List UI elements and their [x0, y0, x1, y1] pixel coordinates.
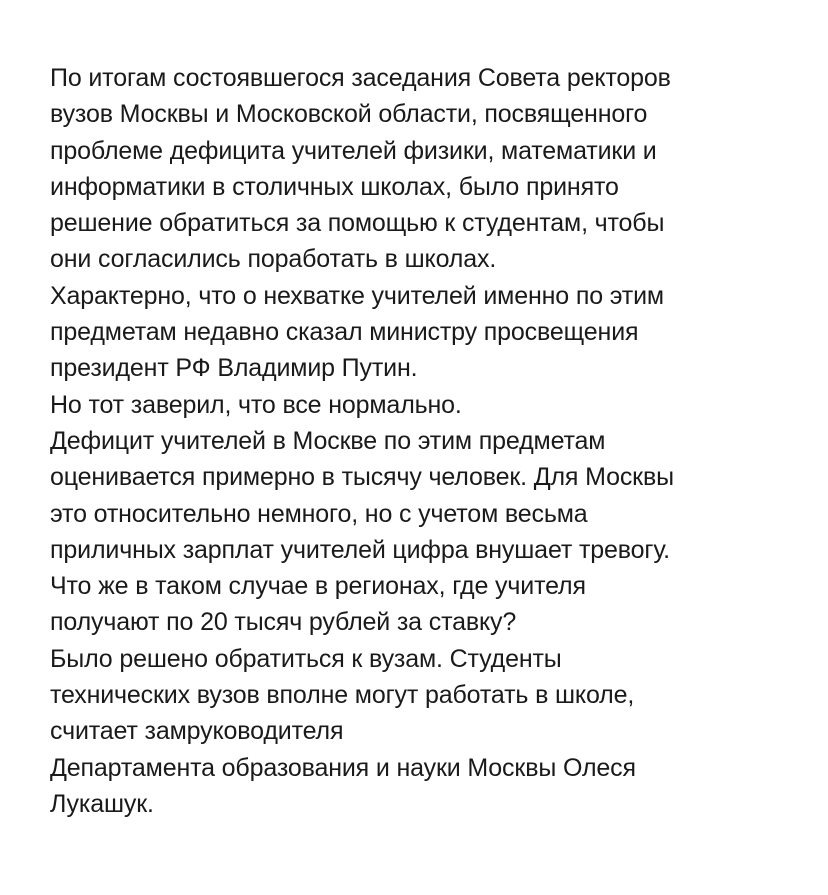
text-line: Дефицит учителей в Москве по этим предметам: [50, 426, 606, 455]
text-line: приличных зарплат учителей цифра внушает тревогу.: [50, 535, 670, 564]
text-line: предметам недавно сказал министру просвещения: [50, 318, 639, 347]
text-line: Лукашук.: [50, 789, 154, 818]
text-line: По итогам состоявшегося заседания Совета ректоров: [50, 64, 671, 92]
text-line: решение обратиться за помощью к студентам, чтобы: [50, 209, 665, 238]
text-line: президент РФ Владимир Путин.: [50, 354, 418, 383]
text-line: Что же в таком случае в регионах, где учителя: [50, 572, 586, 601]
text-line: Было решено обратиться к вузам. Студенты: [50, 644, 562, 673]
document-body: [50, 60, 820, 822]
text-line: Характерно, что о нехватке учителей именно по этим: [50, 281, 664, 310]
text-line: считает замруководителя: [50, 717, 344, 746]
text-line: Но тот заверил, что все нормально.: [50, 390, 462, 419]
text-line: вузов Москвы и Московской области, посвященного: [50, 100, 648, 129]
text-line: информатики в столичных школах, было принято: [50, 172, 619, 201]
text-line: Департамента образования и науки Москвы Олеся: [50, 753, 636, 782]
text-line: они согласились поработать в школах.: [50, 245, 497, 274]
text-line: это относительно немного, но с учетом весьма: [50, 499, 588, 528]
text-line: получают по 20 тысяч рублей за ставку?: [50, 608, 517, 637]
text-line: оценивается примерно в тысячу человек. Для Москвы: [50, 463, 674, 492]
text-line: технических вузов вполне могут работать в школе,: [50, 681, 635, 710]
text-line: проблеме дефицита учителей физики, математики и: [50, 136, 657, 165]
